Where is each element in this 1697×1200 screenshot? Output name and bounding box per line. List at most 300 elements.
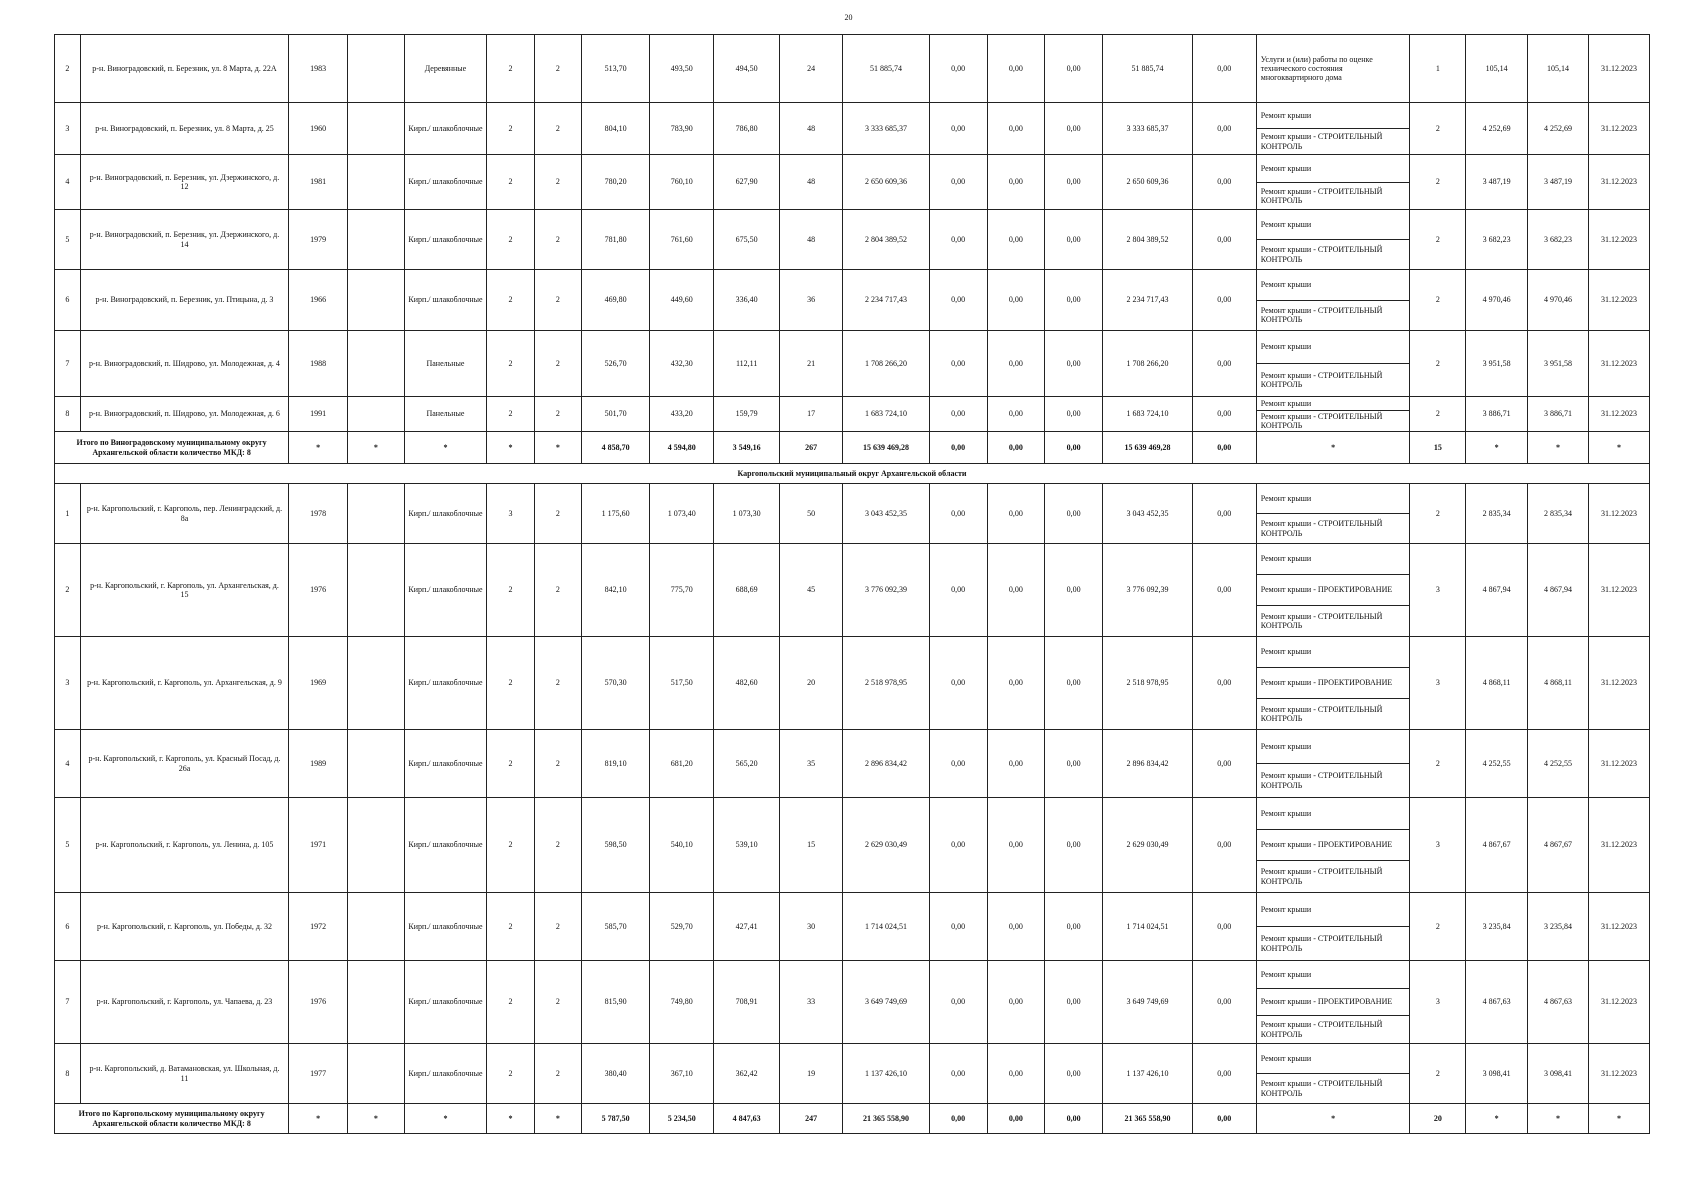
wall-material-cell: Кирп./ шлакоблочные — [404, 893, 487, 961]
area-res-cell: 708,91 — [714, 961, 780, 1044]
f3-cell: 0,00 — [1045, 210, 1103, 270]
area-total-cell: 1 175,60 — [582, 484, 650, 544]
completion-date-cell: 31.12.2023 — [1588, 893, 1649, 961]
total-owners-cell: 21 365 558,90 — [1103, 1104, 1193, 1134]
cost-total-cell: 3 333 685,37 — [843, 103, 930, 155]
address-cell: р-н. Виноградовский, п. Березник, ул. Дзержинского, д. 12 — [80, 155, 288, 210]
address-cell: р-н. Каргопольский, д. Ватамановская, ул. Школьная, д. 11 — [80, 1044, 288, 1104]
works-cell — [1256, 155, 1410, 210]
owners-cell: 51 885,74 — [1103, 35, 1193, 103]
wall-material-cell: Кирп./ шлакоблочные — [404, 961, 487, 1044]
area-res-cell: 494,50 — [714, 35, 780, 103]
star-cell: * — [1528, 432, 1589, 464]
work-item: Ремонт крыши — [1257, 210, 1410, 240]
completion-date-cell: 31.12.2023 — [1588, 155, 1649, 210]
entrances-cell: 2 — [534, 155, 581, 210]
residents-cell: 36 — [780, 270, 843, 331]
f2-cell: 0,00 — [987, 155, 1045, 210]
owners-cell: 2 629 030,49 — [1103, 798, 1193, 893]
residents-cell: 48 — [780, 155, 843, 210]
works-cell — [1256, 637, 1410, 730]
table-row — [55, 1044, 1650, 1104]
works-list — [1257, 270, 1410, 330]
area-total-cell: 501,70 — [582, 397, 650, 432]
f2-cell: 0,00 — [987, 893, 1045, 961]
total-residents-cell: 247 — [780, 1104, 843, 1134]
works-list — [1257, 798, 1410, 892]
year-built-cell: 1976 — [289, 544, 348, 637]
star-cell: * — [1256, 1104, 1410, 1134]
address-cell: р-н. Каргопольский, г. Каргополь, пер. Ленинградский, д. 8а — [80, 484, 288, 544]
completion-date-cell: 31.12.2023 — [1588, 544, 1649, 637]
wall-material-cell: Кирп./ шлакоблочные — [404, 155, 487, 210]
f2-cell: 0,00 — [987, 484, 1045, 544]
works-cell — [1256, 544, 1410, 637]
star-cell: * — [347, 432, 404, 464]
floors-cell: 2 — [487, 1044, 534, 1104]
f1-cell: 0,00 — [929, 35, 987, 103]
area-res-cell: 336,40 — [714, 270, 780, 331]
year-built-cell: 1991 — [289, 397, 348, 432]
floors-cell: 2 — [487, 637, 534, 730]
f2-cell: 0,00 — [987, 961, 1045, 1044]
row-number: 6 — [55, 270, 81, 331]
max-cost-cell: 105,14 — [1528, 35, 1589, 103]
entrances-cell: 2 — [534, 730, 581, 798]
completion-date-cell: 31.12.2023 — [1588, 210, 1649, 270]
work-item: Ремонт крыши — [1257, 484, 1410, 514]
area-living-cell: 433,20 — [650, 397, 714, 432]
star-cell: * — [289, 432, 348, 464]
floors-cell: 2 — [487, 798, 534, 893]
wall-material-cell: Кирп./ шлакоблочные — [404, 798, 487, 893]
star-cell: * — [1588, 432, 1649, 464]
completion-date-cell: 31.12.2023 — [1588, 35, 1649, 103]
works-cell — [1256, 730, 1410, 798]
works-cell — [1256, 35, 1410, 103]
completion-date-cell: 31.12.2023 — [1588, 103, 1649, 155]
area-total-cell: 598,50 — [582, 798, 650, 893]
work-item: Ремонт крыши - СТРОИТЕЛЬНЫЙ КОНТРОЛЬ — [1260, 306, 1383, 325]
area-living-cell: 1 073,40 — [650, 484, 714, 544]
row-number: 5 — [55, 210, 81, 270]
f1-cell: 0,00 — [929, 103, 987, 155]
area-living-cell: 760,10 — [650, 155, 714, 210]
row-number: 8 — [55, 1044, 81, 1104]
year-built-cell: 1979 — [289, 210, 348, 270]
work-item: Ремонт крыши — [1257, 637, 1410, 668]
owners-cell: 3 043 452,35 — [1103, 484, 1193, 544]
works-cell — [1256, 331, 1410, 397]
residents-cell: 17 — [780, 397, 843, 432]
area-total-cell: 469,80 — [582, 270, 650, 331]
work-item: Ремонт крыши - СТРОИТЕЛЬНЫЙ КОНТРОЛЬ — [1260, 186, 1383, 205]
entrances-cell: 2 — [534, 893, 581, 961]
total-area-total-cell: 5 787,50 — [582, 1104, 650, 1134]
completion-date-cell: 31.12.2023 — [1588, 798, 1649, 893]
f1-cell: 0,00 — [929, 893, 987, 961]
area-living-cell: 783,90 — [650, 103, 714, 155]
wall-material-cell: Кирп./ шлакоблочные — [404, 484, 487, 544]
work-item: Ремонт крыши - СТРОИТЕЛЬНЫЙ КОНТРОЛЬ — [1260, 1020, 1383, 1039]
work-item: Ремонт крыши — [1257, 155, 1410, 183]
total-f2-cell: 0,00 — [987, 1104, 1045, 1134]
max-cost-cell: 4 867,67 — [1528, 798, 1589, 893]
completion-date-cell: 31.12.2023 — [1588, 730, 1649, 798]
completion-date-cell: 31.12.2023 — [1588, 331, 1649, 397]
residents-cell: 45 — [780, 544, 843, 637]
work-item: Ремонт крыши - СТРОИТЕЛЬНЫЙ КОНТРОЛЬ — [1260, 519, 1383, 538]
star-cell: * — [289, 1104, 348, 1134]
f5-cell: 0,00 — [1192, 35, 1256, 103]
table-row — [55, 397, 1650, 432]
works-count-cell: 2 — [1410, 270, 1466, 331]
f3-cell: 0,00 — [1045, 155, 1103, 210]
wall-material-cell: Кирп./ шлакоблочные — [404, 1044, 487, 1104]
work-item: Ремонт крыши - СТРОИТЕЛЬНЫЙ КОНТРОЛЬ — [1260, 411, 1383, 430]
f3-cell: 0,00 — [1045, 270, 1103, 331]
total-f2-cell: 0,00 — [987, 432, 1045, 464]
entrances-cell: 2 — [534, 331, 581, 397]
year-renovation-cell — [347, 331, 404, 397]
address-cell: р-н. Каргопольский, г. Каргополь, ул. Архангельская, д. 9 — [80, 637, 288, 730]
year-renovation-cell — [347, 103, 404, 155]
f1-cell: 0,00 — [929, 270, 987, 331]
residents-cell: 21 — [780, 331, 843, 397]
year-renovation-cell — [347, 798, 404, 893]
wall-material-cell: Кирп./ шлакоблочные — [404, 103, 487, 155]
year-built-cell: 1981 — [289, 155, 348, 210]
f1-cell: 0,00 — [929, 961, 987, 1044]
f2-cell: 0,00 — [987, 730, 1045, 798]
work-item: Ремонт крыши — [1257, 798, 1410, 830]
total-works-count-cell: 20 — [1410, 1104, 1466, 1134]
area-living-cell: 749,80 — [650, 961, 714, 1044]
work-item: Ремонт крыши — [1257, 893, 1410, 927]
owners-cell: 3 776 092,39 — [1103, 544, 1193, 637]
works-count-cell: 3 — [1410, 961, 1466, 1044]
f5-cell: 0,00 — [1192, 798, 1256, 893]
works-list — [1257, 893, 1410, 960]
table-row — [55, 155, 1650, 210]
work-item: Ремонт крыши — [1257, 961, 1410, 989]
works-count-cell: 2 — [1410, 397, 1466, 432]
row-number: 3 — [55, 637, 81, 730]
total-cost-total-cell: 15 639 469,28 — [843, 432, 930, 464]
area-living-cell: 432,30 — [650, 331, 714, 397]
f3-cell: 0,00 — [1045, 961, 1103, 1044]
residents-cell: 30 — [780, 893, 843, 961]
area-total-cell: 780,20 — [582, 155, 650, 210]
total-owners-cell: 15 639 469,28 — [1103, 432, 1193, 464]
star-cell: * — [404, 432, 487, 464]
max-cost-cell: 4 252,69 — [1528, 103, 1589, 155]
unit-cost-cell: 105,14 — [1466, 35, 1528, 103]
section-header-row — [55, 464, 1650, 484]
residents-cell: 48 — [780, 210, 843, 270]
owners-cell: 1 683 724,10 — [1103, 397, 1193, 432]
area-total-cell: 570,30 — [582, 637, 650, 730]
area-living-cell: 540,10 — [650, 798, 714, 893]
area-res-cell: 159,79 — [714, 397, 780, 432]
area-res-cell: 539,10 — [714, 798, 780, 893]
completion-date-cell: 31.12.2023 — [1588, 270, 1649, 331]
works-count-cell: 2 — [1410, 103, 1466, 155]
unit-cost-cell: 2 835,34 — [1466, 484, 1528, 544]
max-cost-cell: 3 682,23 — [1528, 210, 1589, 270]
address-cell: р-н. Виноградовский, п. Березник, ул. 8 Марта, д. 25 — [80, 103, 288, 155]
f1-cell: 0,00 — [929, 155, 987, 210]
max-cost-cell: 4 868,11 — [1528, 637, 1589, 730]
floors-cell: 2 — [487, 397, 534, 432]
year-renovation-cell — [347, 270, 404, 331]
wall-material-cell: Кирп./ шлакоблочные — [404, 544, 487, 637]
entrances-cell: 2 — [534, 397, 581, 432]
f5-cell: 0,00 — [1192, 1044, 1256, 1104]
work-item: Ремонт крыши - СТРОИТЕЛЬНЫЙ КОНТРОЛЬ — [1260, 934, 1383, 953]
f5-cell: 0,00 — [1192, 103, 1256, 155]
max-cost-cell: 4 867,94 — [1528, 544, 1589, 637]
star-cell: * — [487, 432, 534, 464]
f2-cell: 0,00 — [987, 331, 1045, 397]
residents-cell: 33 — [780, 961, 843, 1044]
address-cell: р-н. Виноградовский, п. Шидрово, ул. Молодежная, д. 6 — [80, 397, 288, 432]
work-item: Ремонт крыши - СТРОИТЕЛЬНЫЙ КОНТРОЛЬ — [1260, 771, 1383, 790]
f3-cell: 0,00 — [1045, 397, 1103, 432]
address-cell: р-н. Каргопольский, г. Каргополь, ул. Ленина, д. 105 — [80, 798, 288, 893]
works-cell — [1256, 961, 1410, 1044]
area-res-cell: 565,20 — [714, 730, 780, 798]
year-renovation-cell — [347, 1044, 404, 1104]
residents-cell: 24 — [780, 35, 843, 103]
f2-cell: 0,00 — [987, 637, 1045, 730]
f1-cell: 0,00 — [929, 397, 987, 432]
owners-cell: 3 649 749,69 — [1103, 961, 1193, 1044]
work-item: Ремонт крыши - СТРОИТЕЛЬНЫЙ КОНТРОЛЬ — [1260, 611, 1383, 630]
max-cost-cell: 3 098,41 — [1528, 1044, 1589, 1104]
address-cell: р-н. Виноградовский, п. Березник, ул. Птицына, д. 3 — [80, 270, 288, 331]
entrances-cell: 2 — [534, 484, 581, 544]
f1-cell: 0,00 — [929, 730, 987, 798]
floors-cell: 2 — [487, 103, 534, 155]
works-list — [1257, 730, 1410, 797]
area-res-cell: 688,69 — [714, 544, 780, 637]
row-number: 3 — [55, 103, 81, 155]
f3-cell: 0,00 — [1045, 544, 1103, 637]
address-cell: р-н. Каргопольский, г. Каргополь, ул. Чапаева, д. 23 — [80, 961, 288, 1044]
row-number: 7 — [55, 961, 81, 1044]
row-number: 4 — [55, 155, 81, 210]
f2-cell: 0,00 — [987, 397, 1045, 432]
table-row — [55, 961, 1650, 1044]
f5-cell: 0,00 — [1192, 484, 1256, 544]
work-item: Ремонт крыши — [1257, 544, 1410, 575]
row-number: 6 — [55, 893, 81, 961]
area-res-cell: 482,60 — [714, 637, 780, 730]
row-number: 5 — [55, 798, 81, 893]
entrances-cell: 2 — [534, 210, 581, 270]
table-row — [55, 331, 1650, 397]
owners-cell: 2 804 389,52 — [1103, 210, 1193, 270]
area-living-cell: 681,20 — [650, 730, 714, 798]
works-count-cell: 2 — [1410, 484, 1466, 544]
cost-total-cell: 2 629 030,49 — [843, 798, 930, 893]
max-cost-cell: 3 235,84 — [1528, 893, 1589, 961]
unit-cost-cell: 4 252,55 — [1466, 730, 1528, 798]
f5-cell: 0,00 — [1192, 331, 1256, 397]
area-res-cell: 1 073,30 — [714, 484, 780, 544]
work-item: Ремонт крыши - ПРОЕКТИРОВАНИЕ — [1257, 575, 1410, 606]
owners-cell: 1 714 024,51 — [1103, 893, 1193, 961]
year-renovation-cell — [347, 730, 404, 798]
work-item: Ремонт крыши — [1257, 397, 1410, 411]
total-cost-total-cell: 21 365 558,90 — [843, 1104, 930, 1134]
wall-material-cell: Панельные — [404, 397, 487, 432]
table-row — [55, 270, 1650, 331]
unit-cost-cell: 4 868,11 — [1466, 637, 1528, 730]
f1-cell: 0,00 — [929, 210, 987, 270]
floors-cell: 2 — [487, 961, 534, 1044]
year-built-cell: 1977 — [289, 1044, 348, 1104]
area-total-cell: 815,90 — [582, 961, 650, 1044]
works-cell — [1256, 484, 1410, 544]
work-item: Ремонт крыши — [1257, 331, 1410, 364]
works-cell — [1256, 210, 1410, 270]
star-cell: * — [1588, 1104, 1649, 1134]
works-list — [1257, 484, 1410, 543]
row-number: 4 — [55, 730, 81, 798]
cost-total-cell: 2 804 389,52 — [843, 210, 930, 270]
floors-cell: 2 — [487, 331, 534, 397]
f5-cell: 0,00 — [1192, 544, 1256, 637]
entrances-cell: 2 — [534, 637, 581, 730]
completion-date-cell: 31.12.2023 — [1588, 484, 1649, 544]
year-built-cell: 1960 — [289, 103, 348, 155]
floors-cell: 2 — [487, 210, 534, 270]
work-item: Ремонт крыши — [1257, 103, 1410, 129]
works-list — [1257, 637, 1410, 729]
area-total-cell: 526,70 — [582, 331, 650, 397]
area-living-cell: 367,10 — [650, 1044, 714, 1104]
f5-cell: 0,00 — [1192, 961, 1256, 1044]
f5-cell: 0,00 — [1192, 893, 1256, 961]
area-res-cell: 627,90 — [714, 155, 780, 210]
f2-cell: 0,00 — [987, 1044, 1045, 1104]
owners-cell: 2 650 609,36 — [1103, 155, 1193, 210]
wall-material-cell: Кирп./ шлакоблочные — [404, 210, 487, 270]
cost-total-cell: 1 714 024,51 — [843, 893, 930, 961]
area-res-cell: 786,80 — [714, 103, 780, 155]
entrances-cell: 2 — [534, 270, 581, 331]
works-cell — [1256, 1044, 1410, 1104]
star-cell: * — [404, 1104, 487, 1134]
floors-cell: 2 — [487, 544, 534, 637]
floors-cell: 2 — [487, 35, 534, 103]
section-title: Каргопольский муниципальный округ Архангельской области — [55, 464, 1650, 484]
completion-date-cell: 31.12.2023 — [1588, 397, 1649, 432]
table-row — [55, 544, 1650, 637]
f2-cell: 0,00 — [987, 270, 1045, 331]
f5-cell: 0,00 — [1192, 730, 1256, 798]
f3-cell: 0,00 — [1045, 798, 1103, 893]
works-list — [1257, 961, 1410, 1043]
f3-cell: 0,00 — [1045, 637, 1103, 730]
work-item: Ремонт крыши - ПРОЕКТИРОВАНИЕ — [1257, 989, 1410, 1017]
area-total-cell: 842,10 — [582, 544, 650, 637]
star-cell: * — [1528, 1104, 1589, 1134]
completion-date-cell: 31.12.2023 — [1588, 961, 1649, 1044]
max-cost-cell: 3 886,71 — [1528, 397, 1589, 432]
year-built-cell: 1976 — [289, 961, 348, 1044]
f3-cell: 0,00 — [1045, 730, 1103, 798]
completion-date-cell: 31.12.2023 — [1588, 637, 1649, 730]
work-item: Ремонт крыши - СТРОИТЕЛЬНЫЙ КОНТРОЛЬ — [1260, 132, 1383, 151]
cost-total-cell: 1 137 426,10 — [843, 1044, 930, 1104]
row-number: 8 — [55, 397, 81, 432]
works-cell — [1256, 798, 1410, 893]
works-cell — [1256, 103, 1410, 155]
works-list — [1257, 155, 1410, 209]
table-row — [55, 893, 1650, 961]
total-f5-cell: 0,00 — [1192, 432, 1256, 464]
max-cost-cell: 4 970,46 — [1528, 270, 1589, 331]
works-list — [1257, 544, 1410, 636]
f1-cell: 0,00 — [929, 1044, 987, 1104]
wall-material-cell: Панельные — [404, 331, 487, 397]
year-renovation-cell — [347, 210, 404, 270]
year-built-cell: 1989 — [289, 730, 348, 798]
area-living-cell: 517,50 — [650, 637, 714, 730]
floors-cell: 2 — [487, 730, 534, 798]
residents-cell: 20 — [780, 637, 843, 730]
entrances-cell: 2 — [534, 961, 581, 1044]
cost-total-cell: 2 234 717,43 — [843, 270, 930, 331]
works-count-cell: 3 — [1410, 544, 1466, 637]
work-item: Ремонт крыши - СТРОИТЕЛЬНЫЙ КОНТРОЛЬ — [1260, 370, 1383, 389]
unit-cost-cell: 3 487,19 — [1466, 155, 1528, 210]
area-living-cell: 529,70 — [650, 893, 714, 961]
area-res-cell: 362,42 — [714, 1044, 780, 1104]
year-renovation-cell — [347, 544, 404, 637]
f1-cell: 0,00 — [929, 484, 987, 544]
entrances-cell: 2 — [534, 1044, 581, 1104]
owners-cell: 2 234 717,43 — [1103, 270, 1193, 331]
works-count-cell: 2 — [1410, 210, 1466, 270]
year-renovation-cell — [347, 637, 404, 730]
entrances-cell: 2 — [534, 798, 581, 893]
f3-cell: 0,00 — [1045, 103, 1103, 155]
work-item: Ремонт крыши - СТРОИТЕЛЬНЫЙ КОНТРОЛЬ — [1260, 1079, 1383, 1098]
f5-cell: 0,00 — [1192, 210, 1256, 270]
f3-cell: 0,00 — [1045, 484, 1103, 544]
year-built-cell: 1971 — [289, 798, 348, 893]
residents-cell: 19 — [780, 1044, 843, 1104]
total-f1-cell: 0,00 — [929, 1104, 987, 1134]
total-f1-cell: 0,00 — [929, 432, 987, 464]
unit-cost-cell: 4 867,94 — [1466, 544, 1528, 637]
residents-cell: 50 — [780, 484, 843, 544]
works-count-cell: 2 — [1410, 331, 1466, 397]
cost-total-cell: 1 683 724,10 — [843, 397, 930, 432]
table-row — [55, 210, 1650, 270]
f2-cell: 0,00 — [987, 103, 1045, 155]
area-res-cell: 427,41 — [714, 893, 780, 961]
cost-total-cell: 3 649 749,69 — [843, 961, 930, 1044]
table-row — [55, 730, 1650, 798]
area-total-cell: 781,80 — [582, 210, 650, 270]
area-res-cell: 675,50 — [714, 210, 780, 270]
cost-total-cell: 1 708 266,20 — [843, 331, 930, 397]
